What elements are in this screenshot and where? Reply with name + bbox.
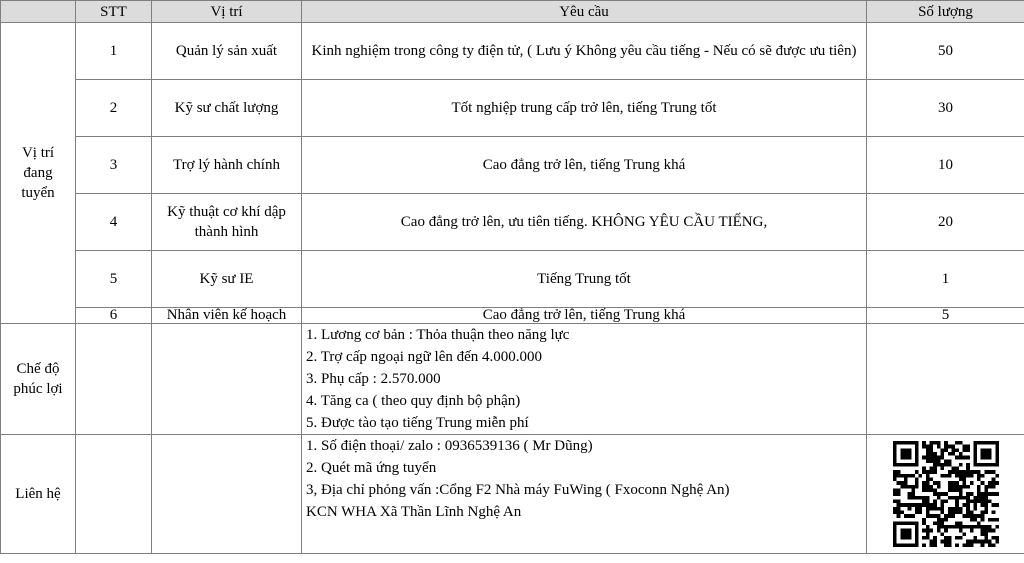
section-label-jobs: [1, 23, 76, 324]
list-item: KCN WHA Xã Thần Lĩnh Nghệ An: [306, 504, 522, 520]
job-stt: 1: [76, 23, 152, 80]
job-quantity: 10: [867, 137, 1024, 194]
table-row: [1, 308, 1024, 324]
job-stt: 3: [76, 137, 152, 194]
job-quantity: 1: [867, 251, 1024, 308]
list-item: 5. Được tào tạo tiếng Trung miễn phí: [306, 415, 529, 431]
list-item: 4. Tăng ca ( theo quy định bộ phận): [306, 393, 521, 409]
benefits-row: [1, 324, 1024, 435]
job-position: Kỹ sư chất lượng: [152, 80, 302, 137]
job-stt: 5: [76, 251, 152, 308]
header-requirement: Yêu cầu: [302, 1, 867, 23]
job-quantity: 20: [867, 194, 1024, 251]
header-position: Vị trí: [152, 1, 302, 23]
job-position: Quản lý sản xuất: [152, 23, 302, 80]
job-stt: 4: [76, 194, 152, 251]
job-quantity: 5: [867, 308, 1024, 324]
job-stt: 2: [76, 80, 152, 137]
table-row: [1, 251, 1024, 308]
header-stt: STT: [76, 1, 152, 23]
header-empty: [1, 1, 76, 23]
section-benefits-text: Chế độ phúc lợi: [13, 361, 63, 397]
contact-stt-empty: [76, 435, 152, 554]
job-quantity: 30: [867, 80, 1024, 137]
table-row: [1, 137, 1024, 194]
job-requirement: Cao đẳng trở lên, tiếng Trung khá: [302, 137, 867, 194]
job-position: [152, 194, 302, 251]
table-row: [1, 80, 1024, 137]
qr-code-icon[interactable]: [893, 441, 999, 547]
qr-cell: [867, 435, 1024, 554]
list-item: 2. Trợ cấp ngoại ngữ lên đến 4.000.000: [306, 349, 543, 365]
section-label-benefits: [1, 324, 76, 435]
contact-row: [1, 435, 1024, 554]
job-requirement: Tốt nghiệp trung cấp trở lên, tiếng Trung tốt: [302, 80, 867, 137]
list-item: 1. Số điện thoại/ zalo : 0936539136 ( Mr Dũng): [306, 438, 593, 454]
list-item: 3. Phụ cấp : 2.570.000: [306, 371, 441, 387]
header-quantity: Số lượng: [867, 1, 1024, 23]
list-item: 1. Lương cơ bản : Thỏa thuận theo năng lực: [306, 327, 570, 343]
job-position: Trợ lý hành chính: [152, 137, 302, 194]
job-stt: 6: [76, 308, 152, 324]
contact-position-empty: [152, 435, 302, 554]
job-quantity: 50: [867, 23, 1024, 80]
job-position-text: Kỹ thuật cơ khí dập thành hình: [167, 204, 286, 240]
benefits-position-empty: [152, 324, 302, 435]
contact-list: [302, 435, 867, 554]
job-requirement: Tiếng Trung tốt: [302, 251, 867, 308]
job-requirement: Cao đẳng trở lên, ưu tiên tiếng. KHÔNG YÊU CẦU TIẾNG,: [302, 194, 867, 251]
list-item: 2. Quét mã ứng tuyển: [306, 460, 437, 476]
job-position: Kỹ sư IE: [152, 251, 302, 308]
table-row: [1, 23, 1024, 80]
header-row: [1, 1, 1024, 23]
benefits-list: [302, 324, 867, 435]
section-jobs-text: Vị trí đang tuyển: [21, 145, 55, 201]
job-requirement: Cao đẳng trở lên, tiếng Trung khá: [302, 308, 867, 324]
benefits-quantity-empty: [867, 324, 1024, 435]
table-row: [1, 194, 1024, 251]
qr-wrap: [871, 435, 1020, 553]
section-label-contact: Liên hệ: [1, 435, 76, 554]
job-requirement: Kinh nghiệm trong công ty điện tử, ( Lưu ý Không yêu cầu tiếng - Nếu có sẽ được ưu tiên): [302, 23, 867, 80]
benefits-stt-empty: [76, 324, 152, 435]
list-item: 3, Địa chỉ phỏng vấn :Cổng F2 Nhà máy FuWing ( Fxoconn Nghệ An): [306, 482, 730, 498]
job-position: Nhân viên kế hoạch: [152, 308, 302, 324]
